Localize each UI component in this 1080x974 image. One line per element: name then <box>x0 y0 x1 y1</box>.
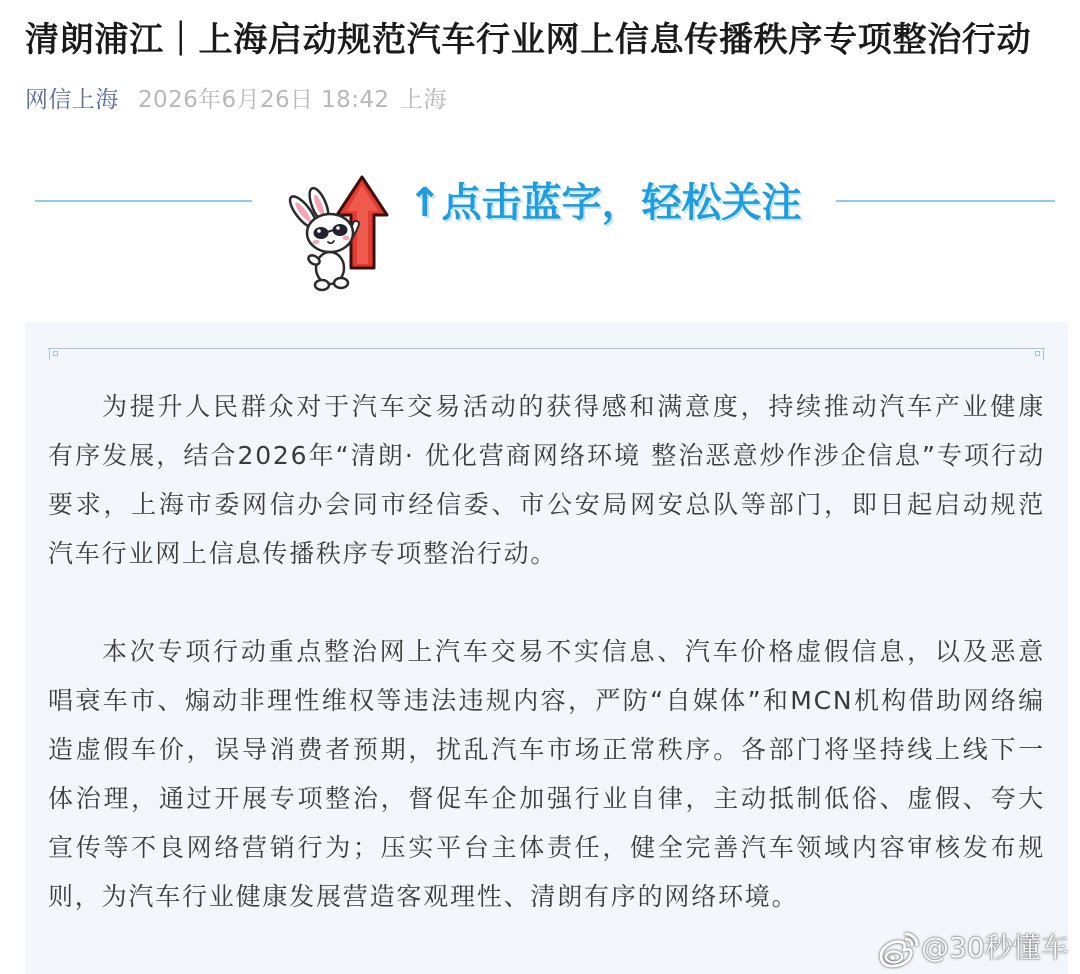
publish-location: 上海 <box>400 87 447 113</box>
paragraph-line: 汽车行业网上信息传播秩序专项整治行动。 <box>48 538 558 568</box>
quote-frame-corner-left <box>49 348 61 360</box>
article-title: 清朗浦江｜上海启动规范汽车行业网上信息传播秩序专项整治行动 <box>25 20 1032 60</box>
publish-time: 2026年6月26日 18:42 <box>138 87 390 113</box>
watermark-text: @30秒懂车 <box>921 931 1069 964</box>
paragraph-line: 体治理，通过开展专项整治，督促车企加强行业自律，主动抵制低俗、虚假、夸大 <box>48 783 1045 813</box>
paragraph-line: 宣传等不良网络营销行为；压实平台主体责任，健全完善汽车领域内容审核发布规 <box>48 832 1045 862</box>
article-quote-box <box>25 322 1068 974</box>
weibo-logo-icon <box>876 929 920 969</box>
quote-frame-top-line <box>48 348 1045 349</box>
quote-frame-corner-right <box>1032 348 1044 360</box>
article-paragraph <box>48 627 1045 921</box>
paragraph-line: 有序发展，结合2026年“清朗· 优化营商网络环境 整治恶意炒作涉企信息”专项行动 <box>48 440 1045 470</box>
paragraph-line: 造虚假车价，误导消费者预期，扰乱汽车市场正常秩序。各部门将坚持线上线下一 <box>48 734 1045 764</box>
paragraph-line: 要求，上海市委网信办会同市经信委、市公安局网安总队等部门，即日起启动规范 <box>48 489 1045 519</box>
banner-divider-left <box>35 200 252 202</box>
paragraph-line: 则，为汽车行业健康发展营造客观理性、清朗有序的网络环境。 <box>48 881 799 911</box>
rabbit-mascot-icon <box>286 172 390 294</box>
paragraph-spacer <box>48 578 1045 627</box>
account-name-link[interactable]: 网信上海 <box>25 87 119 113</box>
article-body <box>48 382 1045 921</box>
paragraph-line: 唱衰车市、煽动非理性维权等违法违规内容，严防“自媒体”和MCN机构借助网络编 <box>48 685 1045 715</box>
paragraph-line: 为提升人民群众对于汽车交易活动的获得感和满意度，持续推动汽车产业健康 <box>102 391 1045 421</box>
paragraph-line: 本次专项行动重点整治网上汽车交易不实信息、汽车价格虚假信息，以及恶意 <box>102 636 1045 666</box>
article-paragraph <box>48 382 1045 578</box>
follow-prompt-text: ↑点击蓝字，轻松关注 <box>408 180 802 226</box>
banner-divider-right <box>836 200 1055 202</box>
